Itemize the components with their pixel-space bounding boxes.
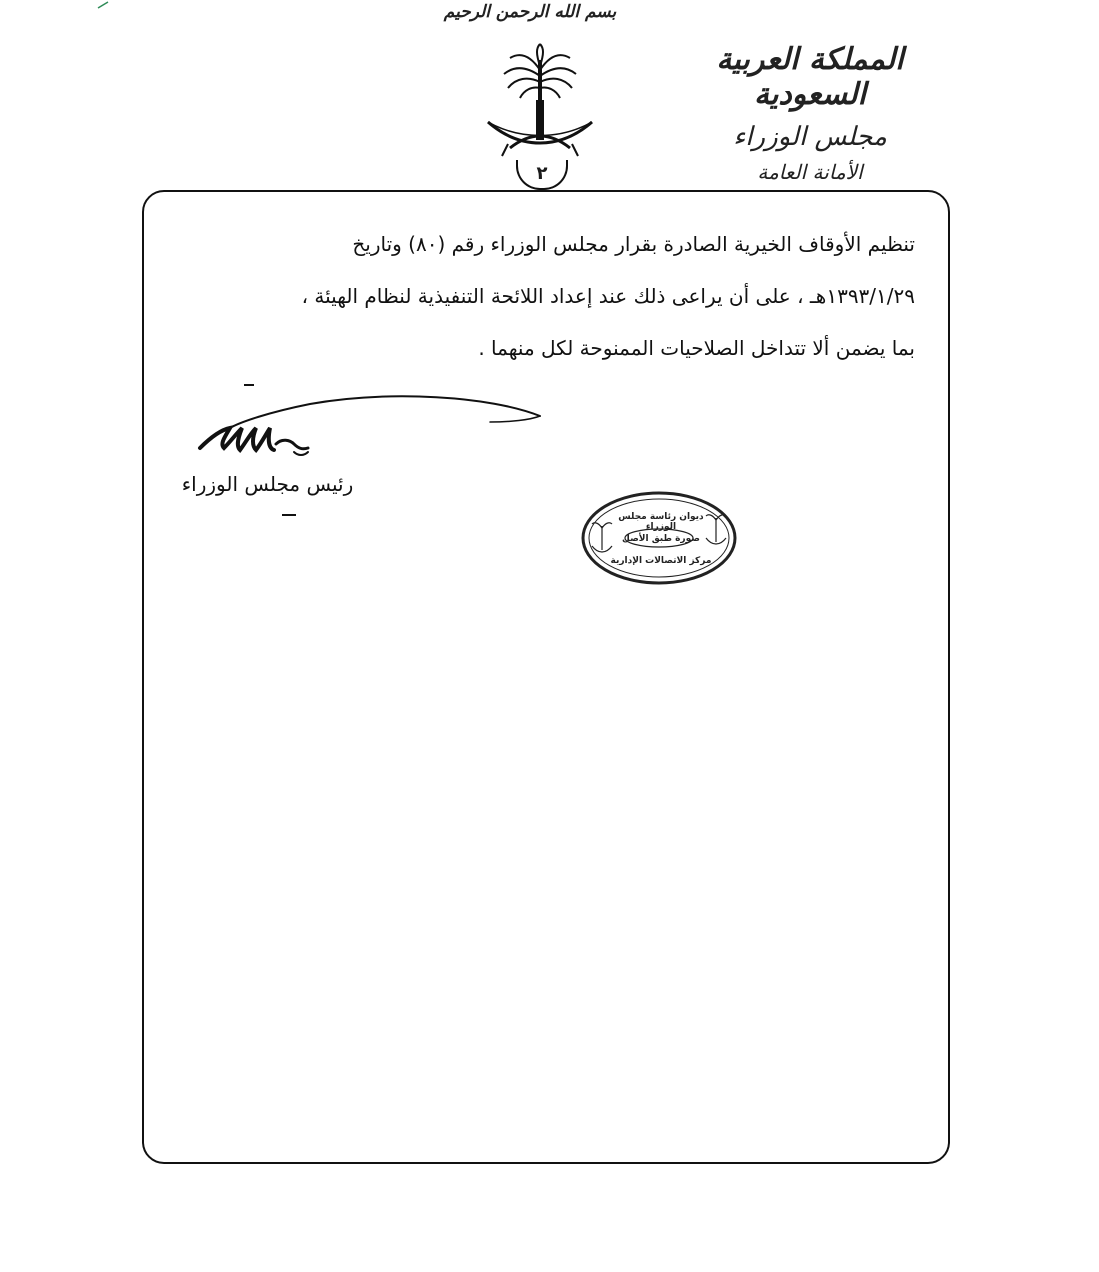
signature-icon	[190, 378, 550, 468]
basmala: بسم الله الرحمن الرحيم	[443, 2, 617, 22]
body-line-3: بما يضمن ألا تتداخل الصلاحيات الممنوحة لكل منهما .	[478, 336, 915, 360]
stamp-text-top: ديوان رئاسة مجلس الوزراء	[618, 512, 704, 532]
stamp-text-bottom: مركز الاتصالات الإدارية	[610, 556, 712, 566]
body-line-1: تنظيم الأوقاف الخيرية الصادرة بقرار مجلس الوزراء رقم (٨٠) وتاريخ	[352, 232, 915, 256]
kingdom-name: المملكة العربية السعودية	[716, 42, 904, 112]
page-number: ٢	[516, 160, 568, 190]
body-line-2: ١٣٩٣/١/٢٩هـ ، على أن يراعى ذلك عند إعداد اللائحة التنفيذية لنظام الهيئة ،	[301, 284, 915, 308]
council-name: مجلس الوزراء	[733, 122, 887, 152]
stamp-text-center: صورة طبق الأصل	[622, 534, 700, 544]
body-text	[160, 218, 915, 374]
signer-title: رئيس مجلس الوزراء	[181, 472, 354, 496]
corner-mark-icon	[96, 0, 116, 10]
secretariat-name: الأمانة العامة	[757, 160, 863, 184]
signature-mark-bottom	[282, 514, 296, 516]
letterhead	[660, 42, 960, 184]
